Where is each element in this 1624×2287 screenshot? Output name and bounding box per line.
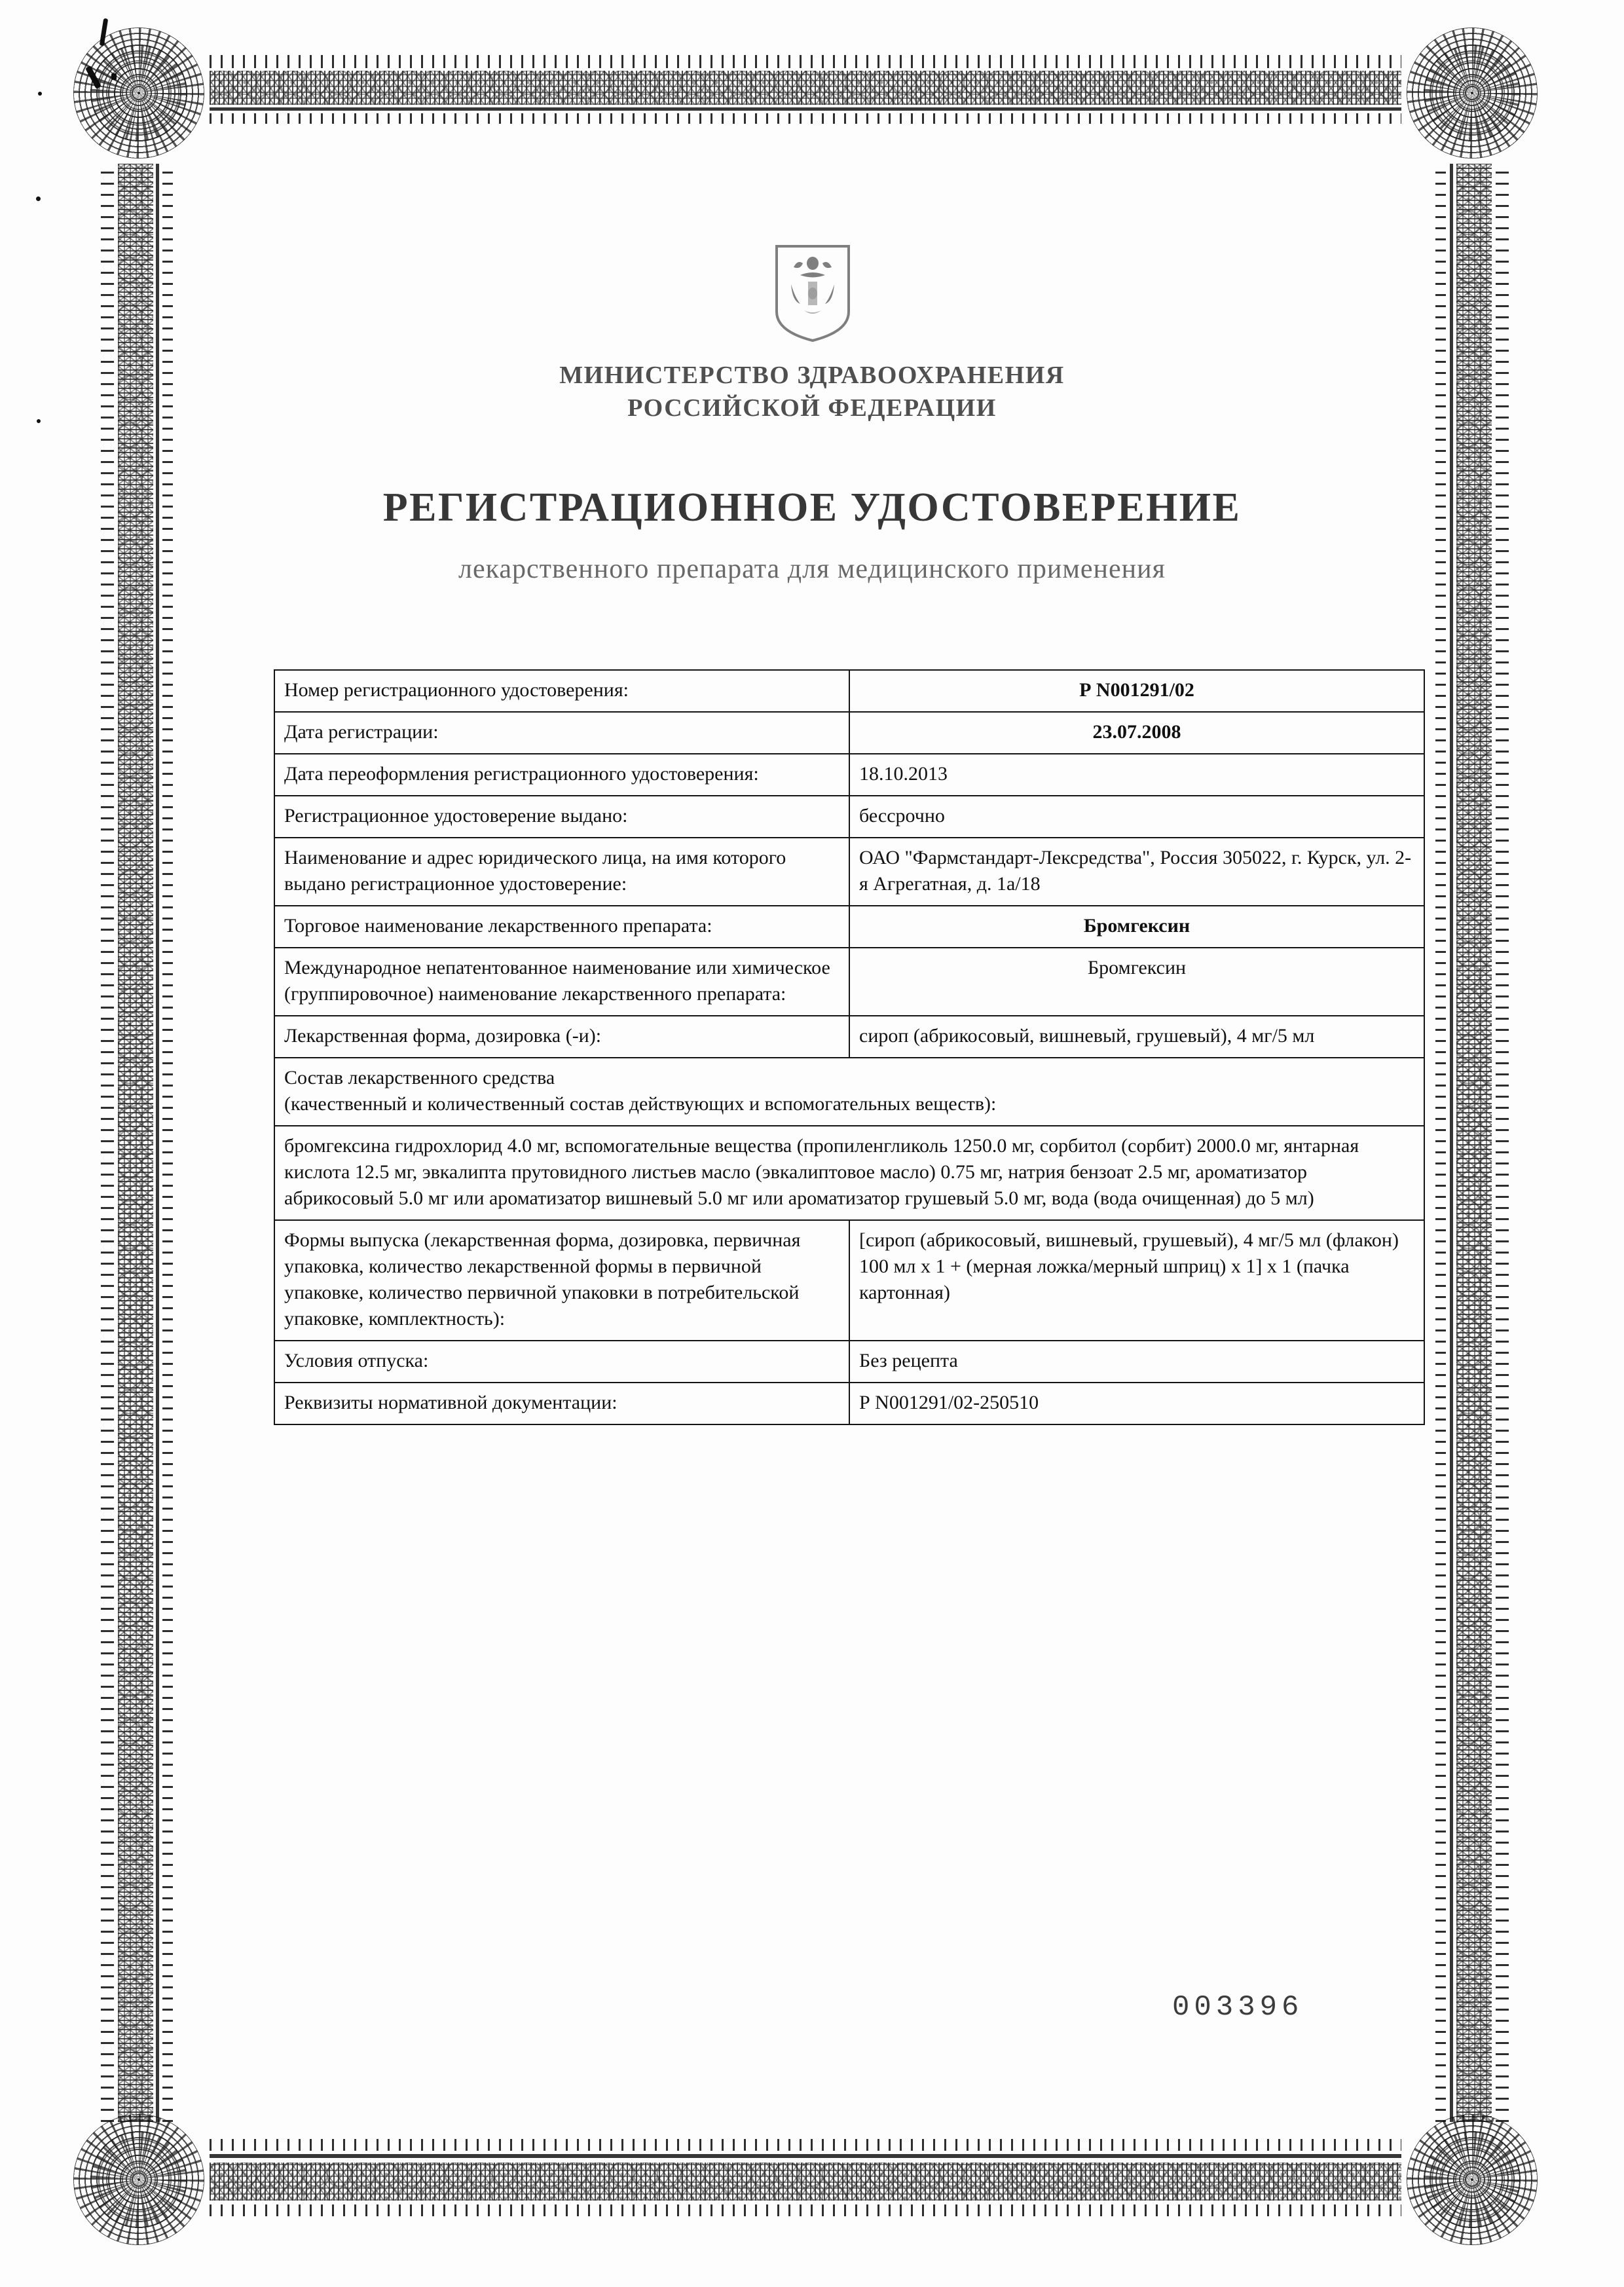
row-value: сироп (абрикосовый, вишневый, грушевый), 4 мг/5 мл	[849, 1016, 1424, 1058]
dispensing-value: Без рецепта	[849, 1341, 1424, 1383]
table-row	[274, 796, 1424, 838]
ministry-name-line-2: РОССИЙСКОЙ ФЕДЕРАЦИИ	[627, 394, 997, 422]
table-row	[274, 948, 1424, 1016]
documentation-value: Р N001291/02-250510	[849, 1383, 1424, 1424]
table-row-composition-header	[274, 1058, 1424, 1126]
table-row	[274, 1220, 1424, 1341]
packaging-value: [сироп (абрикосовый, вишневый, грушевый), 4 мг/5 мл (флакон) 100 мл х 1 + (мерная ложка/мерный шприц) х 1] х 1 (пачка картонная)	[849, 1220, 1424, 1341]
table-row	[274, 838, 1424, 906]
row-value: Бромгексин	[849, 906, 1424, 948]
row-value: 18.10.2013	[849, 754, 1424, 796]
row-label: Международное непатентованное наименование или химическое (группировочное) наименование лекарственного препарата:	[274, 948, 849, 1016]
ministry-name	[0, 359, 1624, 424]
table-row	[274, 906, 1424, 948]
row-value: Р N001291/02	[849, 670, 1424, 712]
dispensing-label: Условия отпуска:	[274, 1341, 849, 1383]
row-label: Регистрационное удостоверение выдано:	[274, 796, 849, 838]
table-row-composition	[274, 1126, 1424, 1220]
table-row	[274, 754, 1424, 796]
table-row	[274, 1016, 1424, 1058]
row-label: Лекарственная форма, дозировка (-и):	[274, 1016, 849, 1058]
row-value: Бромгексин	[849, 948, 1424, 1016]
row-value: ОАО "Фармстандарт-Лексредства", Россия 305022, г. Курск, ул. 2-я Агрегатная, д. 1а/18	[849, 838, 1424, 906]
table-row	[274, 670, 1424, 712]
coat-of-arms-icon	[774, 244, 851, 343]
table-row	[274, 1383, 1424, 1424]
row-label: Номер регистрационного удостоверения:	[274, 670, 849, 712]
composition-header-cell	[274, 1058, 1424, 1126]
row-label: Дата регистрации:	[274, 712, 849, 754]
composition-text: бромгексина гидрохлорид 4.0 мг, вспомогательные вещества (пропиленгликоль 1250.0 мг, сорбитол (сорбит) 2000.0 мг, янтарная кислота 12.5 мг, эвкалипта прутовидного листьев масло (эвкалиптовое масло) 0.75 мг, натрия бензоат 2.5 мг, ароматизатор абрикосовый 5.0 мг или ароматизатор вишневый 5.0 мг или ароматизатор грушевый 5.0 мг, вода (вода очищенная) до 5 мл)	[274, 1126, 1424, 1220]
registration-table	[274, 669, 1425, 1425]
row-label: Дата переоформления регистрационного удостоверения:	[274, 754, 849, 796]
row-value: бессрочно	[849, 796, 1424, 838]
row-label: Торговое наименование лекарственного препарата:	[274, 906, 849, 948]
composition-header-line-2: (качественный и количественный состав действующих и вспомогательных веществ):	[284, 1093, 997, 1115]
packaging-label: Формы выпуска (лекарственная форма, дозировка, первичная упаковка, количество лекарственной формы в первичной упаковке, количество первичной упаковки в потребительской упаковке, комплектность):	[274, 1220, 849, 1341]
composition-header-line-1: Состав лекарственного средства	[284, 1067, 555, 1088]
document-title: РЕГИСТРАЦИОННОЕ УДОСТОВЕРЕНИЕ	[382, 485, 1242, 530]
row-value: 23.07.2008	[849, 712, 1424, 754]
documentation-label: Реквизиты нормативной документации:	[274, 1383, 849, 1424]
table-row	[274, 1341, 1424, 1383]
serial-number: 003396	[1172, 1991, 1304, 2024]
row-label: Наименование и адрес юридического лица, на имя которого выдано регистрационное удостоверение:	[274, 838, 849, 906]
document-subtitle: лекарственного препарата для медицинского применения	[458, 554, 1166, 584]
ministry-name-line-1: МИНИСТЕРСТВО ЗДРАВООХРАНЕНИЯ	[559, 362, 1065, 389]
table-row	[274, 712, 1424, 754]
